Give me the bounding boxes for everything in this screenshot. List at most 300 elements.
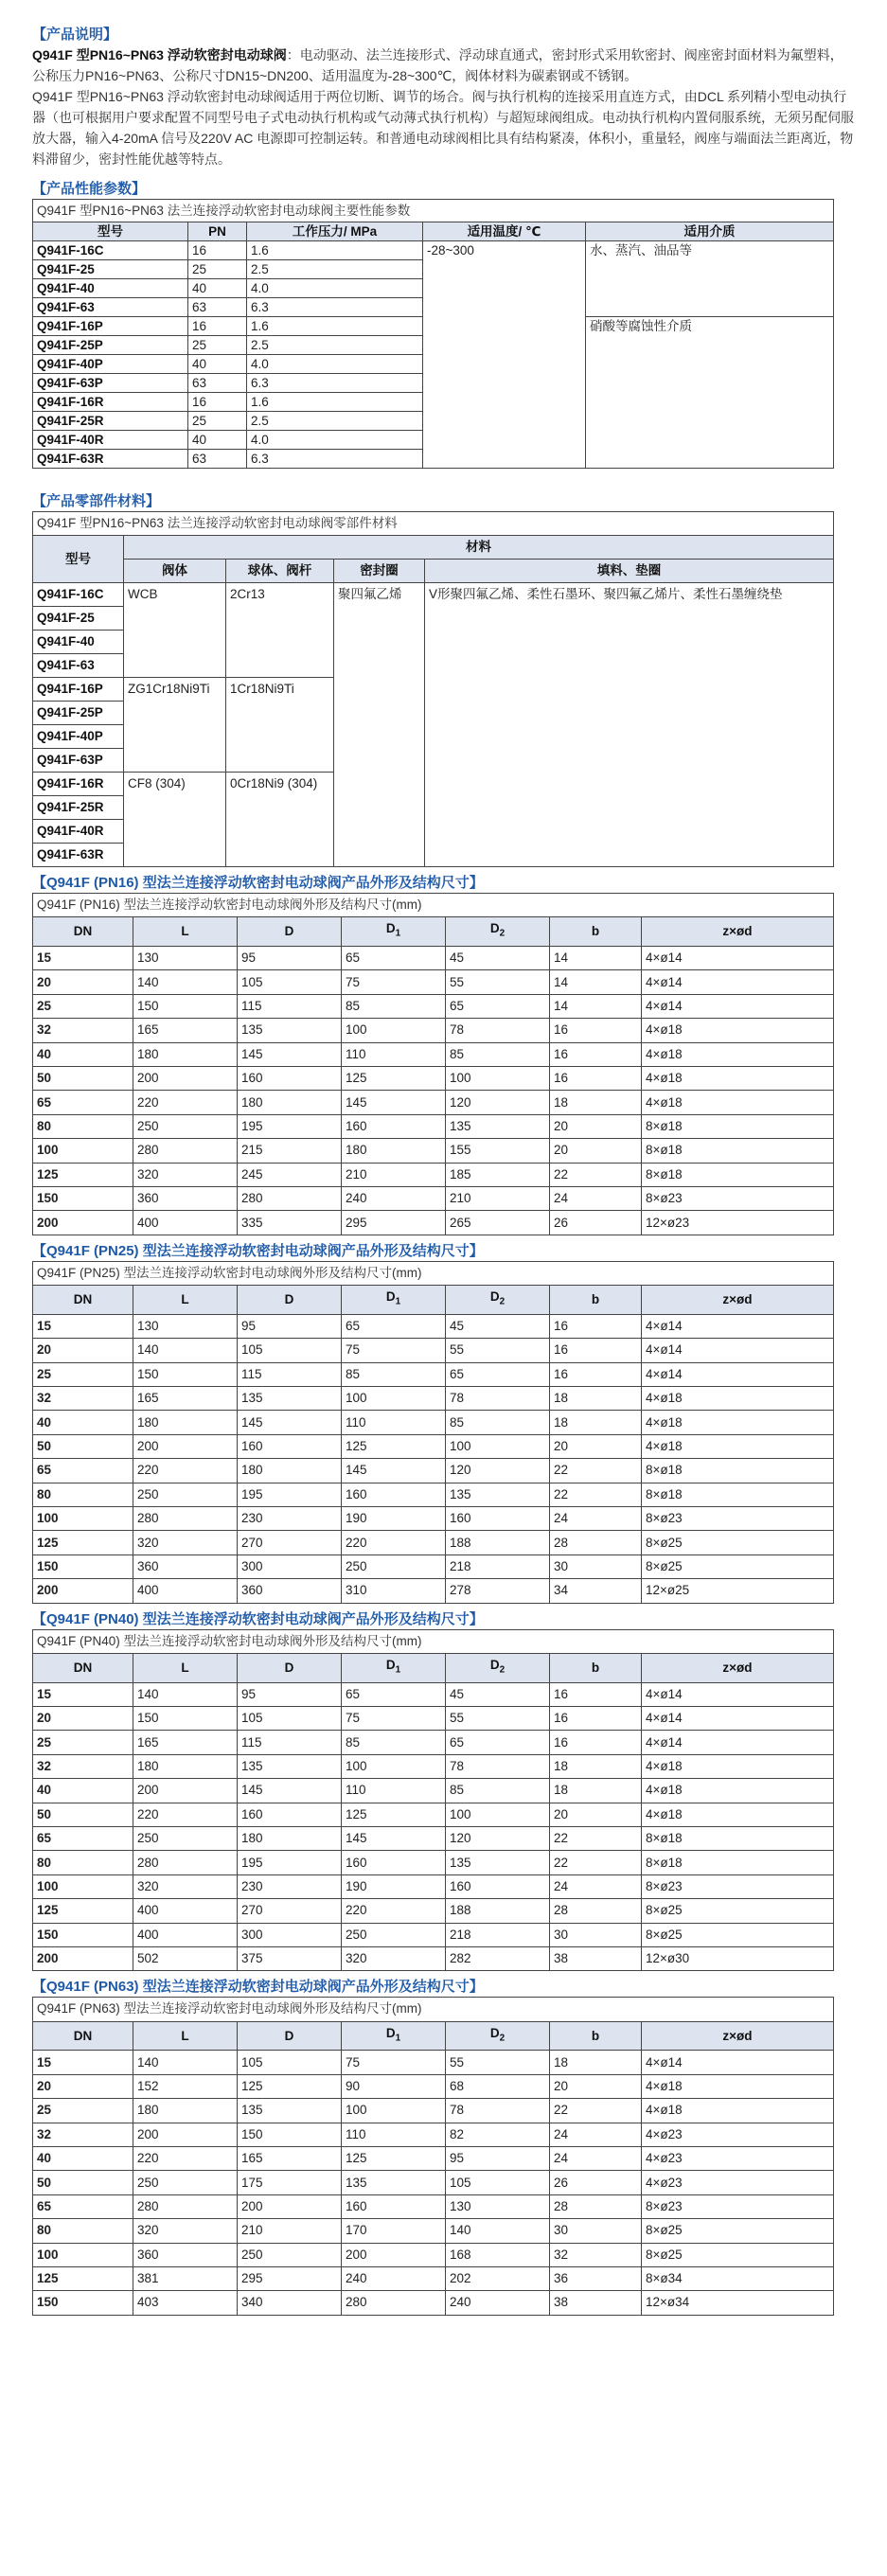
- col-zd: [642, 2021, 834, 2051]
- pressure-cell: 6.3: [247, 450, 423, 469]
- col-d1-label: D: [385, 921, 396, 936]
- d-cell: 340: [238, 2291, 342, 2315]
- dn-cell: 40: [33, 2146, 133, 2170]
- dn-cell: 80: [33, 1483, 133, 1506]
- dn-cell: 50: [33, 1434, 133, 1458]
- d-cell: 215: [238, 1139, 342, 1163]
- dims-row: [33, 1067, 834, 1091]
- temperature-cell: -28~300: [423, 241, 586, 469]
- d-cell: 105: [238, 970, 342, 994]
- col-dn-label: DN: [73, 924, 93, 939]
- d-cell: 360: [238, 1579, 342, 1603]
- d-cell: 160: [238, 1067, 342, 1091]
- dn-cell: 65: [33, 1459, 133, 1483]
- d-cell: 95: [238, 1682, 342, 1706]
- body-material-cell: WCB: [124, 583, 226, 678]
- col-dn: [33, 1653, 133, 1682]
- pn-cell: 63: [188, 298, 247, 317]
- zd-cell: 8×ø23: [642, 1874, 834, 1898]
- parts-col-packing: 填料、垫圈: [425, 560, 834, 583]
- zd-cell: 8×ø25: [642, 2243, 834, 2266]
- zd-cell: 8×ø23: [642, 1186, 834, 1210]
- zd-cell: 8×ø18: [642, 1459, 834, 1483]
- b-cell: 30: [550, 1554, 642, 1578]
- col-b: [550, 1653, 642, 1682]
- zd-cell: 8×ø18: [642, 1139, 834, 1163]
- body-material-cell: ZG1Cr18Ni9Ti: [124, 678, 226, 773]
- col-b-label: b: [591, 924, 600, 939]
- d1-cell: 85: [342, 1362, 446, 1386]
- dims-row: [33, 1186, 834, 1210]
- dn-cell: 125: [33, 1899, 133, 1923]
- d1-cell: 125: [342, 1803, 446, 1826]
- zd-cell: 8×ø18: [642, 1826, 834, 1850]
- d1-cell: 240: [342, 2266, 446, 2290]
- d2-cell: 65: [446, 1362, 550, 1386]
- b-cell: 18: [550, 1387, 642, 1411]
- dims-row: [33, 2123, 834, 2146]
- col-d1-label: D: [385, 2025, 396, 2040]
- ball-material-cell: 2Cr13: [226, 583, 334, 678]
- b-cell: 18: [550, 1091, 642, 1114]
- dims-row: [33, 970, 834, 994]
- col-d: [238, 1653, 342, 1682]
- d2-cell: 135: [446, 1851, 550, 1874]
- zd-cell: 4×ø14: [642, 1314, 834, 1338]
- media-cell-stainless: 硝酸等腐蚀性介质: [586, 317, 834, 469]
- zd-cell: 4×ø14: [642, 1362, 834, 1386]
- zd-cell: 8×ø18: [642, 1163, 834, 1186]
- d1-cell: 125: [342, 1434, 446, 1458]
- l-cell: 165: [133, 1387, 238, 1411]
- dn-cell: 40: [33, 1411, 133, 1434]
- d1-cell: 320: [342, 1946, 446, 1970]
- parts-col-seal: 密封圈: [334, 560, 425, 583]
- l-cell: 280: [133, 2194, 238, 2218]
- b-cell: 22: [550, 1483, 642, 1506]
- d2-cell: 55: [446, 970, 550, 994]
- pn-cell: 40: [188, 431, 247, 450]
- d2-cell: 55: [446, 2051, 550, 2074]
- zd-cell: 8×ø23: [642, 1506, 834, 1530]
- dn-cell: 65: [33, 1826, 133, 1850]
- d2-cell: 218: [446, 1554, 550, 1578]
- intro-lead: Q941F 型PN16~PN63 浮动软密封电动球阀: [32, 47, 287, 62]
- dn-cell: 15: [33, 1682, 133, 1706]
- col-d1-label: D: [385, 1289, 396, 1305]
- pn-cell: 25: [188, 412, 247, 431]
- dims-row: [33, 2243, 834, 2266]
- d1-cell: 110: [342, 1411, 446, 1434]
- l-cell: 403: [133, 2291, 238, 2315]
- b-cell: 20: [550, 1434, 642, 1458]
- b-cell: 24: [550, 1506, 642, 1530]
- zd-cell: 4×ø23: [642, 2171, 834, 2194]
- d2-cell: 45: [446, 1314, 550, 1338]
- parts-col-material: 材料: [124, 536, 834, 560]
- zd-cell: 4×ø14: [642, 994, 834, 1018]
- dn-cell: 100: [33, 1506, 133, 1530]
- b-cell: 14: [550, 994, 642, 1018]
- zd-cell: 4×ø18: [642, 1019, 834, 1042]
- col-d1: [342, 917, 446, 947]
- d-cell: 95: [238, 947, 342, 970]
- dims-row: [33, 1946, 834, 1970]
- parts-model-cell: Q941F-16P: [33, 678, 124, 702]
- l-cell: 152: [133, 2074, 238, 2098]
- l-cell: 360: [133, 1186, 238, 1210]
- dn-cell: 125: [33, 1163, 133, 1186]
- zd-cell: 4×ø14: [642, 1707, 834, 1731]
- dims-row: [33, 1339, 834, 1362]
- l-cell: 280: [133, 1139, 238, 1163]
- dims-row: [33, 1211, 834, 1235]
- d1-cell: 110: [342, 1779, 446, 1803]
- d-cell: 125: [238, 2074, 342, 2098]
- l-cell: 360: [133, 1554, 238, 1578]
- dn-cell: 50: [33, 2171, 133, 2194]
- dn-cell: 40: [33, 1779, 133, 1803]
- b-cell: 18: [550, 1779, 642, 1803]
- b-cell: 22: [550, 2099, 642, 2123]
- zd-cell: 4×ø14: [642, 1339, 834, 1362]
- media-cell-carbon: 水、蒸汽、油品等: [586, 241, 834, 317]
- d1-cell: 160: [342, 1114, 446, 1138]
- dn-cell: 32: [33, 2123, 133, 2146]
- col-dn: [33, 917, 133, 947]
- col-dn: [33, 2021, 133, 2051]
- col-dn-label: DN: [73, 2028, 93, 2043]
- l-cell: 250: [133, 1114, 238, 1138]
- col-b-label: b: [591, 2028, 600, 2043]
- col-d1-label: D: [385, 1657, 396, 1672]
- model-cell: Q941F-16R: [33, 393, 188, 412]
- dims-row: [33, 2146, 834, 2170]
- dims-row: [33, 2266, 834, 2290]
- l-cell: 400: [133, 1923, 238, 1946]
- pressure-cell: 2.5: [247, 412, 423, 431]
- pressure-cell: 4.0: [247, 279, 423, 298]
- d1-cell: 100: [342, 1387, 446, 1411]
- l-cell: 320: [133, 1531, 238, 1554]
- col-zd: [642, 1286, 834, 1315]
- dims-row: [33, 1139, 834, 1163]
- dn-cell: 150: [33, 1554, 133, 1578]
- l-cell: 502: [133, 1946, 238, 1970]
- parts-col-model: 型号: [33, 536, 124, 583]
- zd-cell: 4×ø18: [642, 1091, 834, 1114]
- parts-model-cell: Q941F-40: [33, 631, 124, 654]
- b-cell: 30: [550, 1923, 642, 1946]
- parts-model-cell: Q941F-25R: [33, 796, 124, 820]
- dims-row: [33, 1387, 834, 1411]
- zd-cell: 4×ø18: [642, 1754, 834, 1778]
- b-cell: 32: [550, 2243, 642, 2266]
- l-cell: 280: [133, 1506, 238, 1530]
- dn-cell: 20: [33, 970, 133, 994]
- col-l: [133, 1286, 238, 1315]
- col-b: [550, 2021, 642, 2051]
- d2-cell: 135: [446, 1114, 550, 1138]
- pn63-heading: 【Q941F (PN63) 型法兰连接浮动软密封电动球阀产品外形及结构尺寸】: [32, 1979, 484, 1996]
- parts-model-cell: Q941F-16C: [33, 583, 124, 607]
- d-cell: 135: [238, 1754, 342, 1778]
- d1-cell: 200: [342, 2243, 446, 2266]
- zd-cell: 8×ø25: [642, 1899, 834, 1923]
- dn-cell: 20: [33, 2074, 133, 2098]
- dn-cell: 25: [33, 994, 133, 1018]
- body-material-cell: CF8 (304): [124, 773, 226, 867]
- model-cell: Q941F-63P: [33, 374, 188, 393]
- col-d-label: D: [284, 1292, 294, 1306]
- pn63-table: [32, 1997, 834, 2315]
- b-cell: 14: [550, 970, 642, 994]
- d2-cell: 68: [446, 2074, 550, 2098]
- d2-cell: 120: [446, 1091, 550, 1114]
- zd-cell: 4×ø18: [642, 2099, 834, 2123]
- d2-cell: 168: [446, 2243, 550, 2266]
- l-cell: 320: [133, 1874, 238, 1898]
- d2-cell: 160: [446, 1874, 550, 1898]
- pn-cell: 16: [188, 393, 247, 412]
- b-cell: 16: [550, 1731, 642, 1754]
- zd-cell: 12×ø34: [642, 2291, 834, 2315]
- dn-cell: 200: [33, 1946, 133, 1970]
- col-b-label: b: [591, 1292, 600, 1306]
- dn-cell: 25: [33, 2099, 133, 2123]
- b-cell: 16: [550, 1362, 642, 1386]
- l-cell: 220: [133, 2146, 238, 2170]
- col-temperature: 适用温度/ ℃: [423, 222, 586, 241]
- d1-cell: 220: [342, 1531, 446, 1554]
- col-model: 型号: [33, 222, 188, 241]
- col-zd-label: z×ød: [722, 1660, 753, 1675]
- d2-cell: 45: [446, 947, 550, 970]
- d2-cell: 78: [446, 1019, 550, 1042]
- dims-row: [33, 1506, 834, 1530]
- d-cell: 115: [238, 1362, 342, 1386]
- parts-table: [32, 511, 834, 867]
- dims-row: [33, 1874, 834, 1898]
- d1-cell: 125: [342, 2146, 446, 2170]
- d1-cell: 75: [342, 970, 446, 994]
- dn-cell: 50: [33, 1067, 133, 1091]
- d1-cell: 210: [342, 1163, 446, 1186]
- d-cell: 160: [238, 1434, 342, 1458]
- pressure-cell: 1.6: [247, 393, 423, 412]
- zd-cell: 4×ø23: [642, 2123, 834, 2146]
- ball-material-cell: 0Cr18Ni9 (304): [226, 773, 334, 867]
- l-cell: 180: [133, 2099, 238, 2123]
- performance-table: [32, 199, 834, 469]
- col-d2-label: D: [489, 921, 500, 936]
- col-zd-label: z×ød: [722, 1292, 753, 1306]
- l-cell: 220: [133, 1803, 238, 1826]
- pn16-table: [32, 893, 834, 1235]
- d2-cell: 160: [446, 1506, 550, 1530]
- parts-caption: Q941F 型PN16~PN63 法兰连接浮动软密封电动球阀零部件材料: [33, 512, 834, 536]
- dims-row: [33, 1411, 834, 1434]
- d1-cell: 75: [342, 2051, 446, 2074]
- d2-cell: 265: [446, 1211, 550, 1235]
- zd-cell: 12×ø25: [642, 1579, 834, 1603]
- model-cell: Q941F-63R: [33, 450, 188, 469]
- dn-cell: 150: [33, 1923, 133, 1946]
- parts-model-cell: Q941F-16R: [33, 773, 124, 796]
- d1-cell: 220: [342, 1899, 446, 1923]
- dn-cell: 20: [33, 1707, 133, 1731]
- col-zd: [642, 917, 834, 947]
- dn-cell: 40: [33, 1042, 133, 1066]
- d2-cell: 55: [446, 1707, 550, 1731]
- d-cell: 180: [238, 1091, 342, 1114]
- dims-row: [33, 1362, 834, 1386]
- pn-cell: 63: [188, 450, 247, 469]
- col-dn: [33, 1286, 133, 1315]
- d-cell: 270: [238, 1531, 342, 1554]
- d-cell: 145: [238, 1411, 342, 1434]
- col-b-label: b: [591, 1660, 600, 1675]
- d2-cell: 155: [446, 1139, 550, 1163]
- col-l-label: L: [181, 924, 189, 939]
- d-cell: 145: [238, 1779, 342, 1803]
- b-cell: 38: [550, 2291, 642, 2315]
- d-cell: 195: [238, 1483, 342, 1506]
- d-cell: 300: [238, 1554, 342, 1578]
- d2-cell: 100: [446, 1434, 550, 1458]
- dn-cell: 25: [33, 1731, 133, 1754]
- dims-row: [33, 1019, 834, 1042]
- l-cell: 381: [133, 2266, 238, 2290]
- d-cell: 105: [238, 1339, 342, 1362]
- d2-cell: 105: [446, 2171, 550, 2194]
- d-cell: 250: [238, 2243, 342, 2266]
- dn-cell: 65: [33, 1091, 133, 1114]
- pressure-cell: 1.6: [247, 317, 423, 336]
- dims-row: [33, 1826, 834, 1850]
- d-cell: 295: [238, 2266, 342, 2290]
- d2-cell: 85: [446, 1779, 550, 1803]
- dims-row: [33, 2074, 834, 2098]
- d1-cell: 180: [342, 1139, 446, 1163]
- d2-cell: 240: [446, 2291, 550, 2315]
- parts-model-cell: Q941F-63: [33, 654, 124, 678]
- d2-cell: 278: [446, 1579, 550, 1603]
- d-cell: 115: [238, 994, 342, 1018]
- dims-row: [33, 1779, 834, 1803]
- dn-cell: 100: [33, 1139, 133, 1163]
- col-d2: [446, 1653, 550, 1682]
- zd-cell: 8×ø18: [642, 1483, 834, 1506]
- d-cell: 375: [238, 1946, 342, 1970]
- d1-cell: 75: [342, 1339, 446, 1362]
- model-cell: Q941F-16C: [33, 241, 188, 260]
- b-cell: 26: [550, 1211, 642, 1235]
- col-zd-label: z×ød: [722, 924, 753, 939]
- col-l-label: L: [181, 2028, 189, 2043]
- l-cell: 150: [133, 1362, 238, 1386]
- col-d2-label: D: [489, 1289, 500, 1305]
- d-cell: 105: [238, 2051, 342, 2074]
- l-cell: 130: [133, 1314, 238, 1338]
- pn-cell: 25: [188, 260, 247, 279]
- dn-cell: 25: [33, 1362, 133, 1386]
- pn40-heading: 【Q941F (PN40) 型法兰连接浮动软密封电动球阀产品外形及结构尺寸】: [32, 1610, 484, 1627]
- intro-paragraph: [32, 44, 855, 86]
- b-cell: 22: [550, 1826, 642, 1850]
- zd-cell: 4×ø23: [642, 2146, 834, 2170]
- d2-cell: 202: [446, 2266, 550, 2290]
- zd-cell: 4×ø14: [642, 947, 834, 970]
- dims-row: [33, 2171, 834, 2194]
- pn-cell: 16: [188, 317, 247, 336]
- dims-row: [33, 1851, 834, 1874]
- d-cell: 105: [238, 1707, 342, 1731]
- dn-cell: 125: [33, 2266, 133, 2290]
- pn-cell: 40: [188, 355, 247, 374]
- col-d2-subscript: 2: [499, 929, 506, 940]
- l-cell: 150: [133, 994, 238, 1018]
- col-d1-subscript: 1: [395, 1296, 401, 1307]
- b-cell: 16: [550, 1707, 642, 1731]
- d2-cell: 120: [446, 1459, 550, 1483]
- parts-model-cell: Q941F-25P: [33, 702, 124, 725]
- d1-cell: 145: [342, 1459, 446, 1483]
- col-zd: [642, 1653, 834, 1682]
- d2-cell: 188: [446, 1531, 550, 1554]
- d1-cell: 145: [342, 1826, 446, 1850]
- dn-cell: 150: [33, 1186, 133, 1210]
- col-d: [238, 1286, 342, 1315]
- parts-model-cell: Q941F-40P: [33, 725, 124, 749]
- d2-cell: 95: [446, 2146, 550, 2170]
- b-cell: 20: [550, 1139, 642, 1163]
- col-d1: [342, 1286, 446, 1315]
- d1-cell: 310: [342, 1579, 446, 1603]
- d1-cell: 240: [342, 1186, 446, 1210]
- d2-cell: 188: [446, 1899, 550, 1923]
- dims-row: [33, 1459, 834, 1483]
- dims-row: [33, 1314, 834, 1338]
- dims-row: [33, 1091, 834, 1114]
- l-cell: 150: [133, 1707, 238, 1731]
- col-d2-label: D: [489, 2025, 500, 2040]
- col-l: [133, 2021, 238, 2051]
- l-cell: 200: [133, 1434, 238, 1458]
- dn-cell: 150: [33, 2291, 133, 2315]
- b-cell: 16: [550, 1339, 642, 1362]
- d-cell: 135: [238, 1019, 342, 1042]
- dn-cell: 100: [33, 2243, 133, 2266]
- d2-cell: 85: [446, 1411, 550, 1434]
- zd-cell: 4×ø14: [642, 1682, 834, 1706]
- performance-heading: 【产品性能参数】: [32, 181, 147, 197]
- parts-model-cell: Q941F-63R: [33, 844, 124, 867]
- intro-paragraph-2: Q941F 型PN16~PN63 浮动软密封电动球阀适用于两位切断、调节的场合。阀与执行机构的连接采用直连方式，由DCL 系列精小型电动执行器（也可根据用户要求配置不同型号电子式电动执行机构或气动薄式执行机构）与超短球阀组成。电动执行机构内置伺服系统，无须另配伺服放大器，输入4-20mA 信号及220V AC 电源即可控制运转。和普通电动球阀相比具有结构紧凑，体积小，重量轻，阀座与端面法兰距离近，物料滞留少，密封性能优越等特点。: [32, 89, 854, 167]
- col-d2-label: D: [489, 1657, 500, 1672]
- col-l-label: L: [181, 1660, 189, 1675]
- parts-col-body: 阀体: [124, 560, 226, 583]
- zd-cell: 4×ø18: [642, 1779, 834, 1803]
- d1-cell: 160: [342, 2194, 446, 2218]
- l-cell: 180: [133, 1754, 238, 1778]
- b-cell: 24: [550, 2146, 642, 2170]
- dims-row: [33, 1803, 834, 1826]
- parts-col-ball: 球体、阀杆: [226, 560, 334, 583]
- l-cell: 140: [133, 1339, 238, 1362]
- b-cell: 24: [550, 2123, 642, 2146]
- d1-cell: 110: [342, 1042, 446, 1066]
